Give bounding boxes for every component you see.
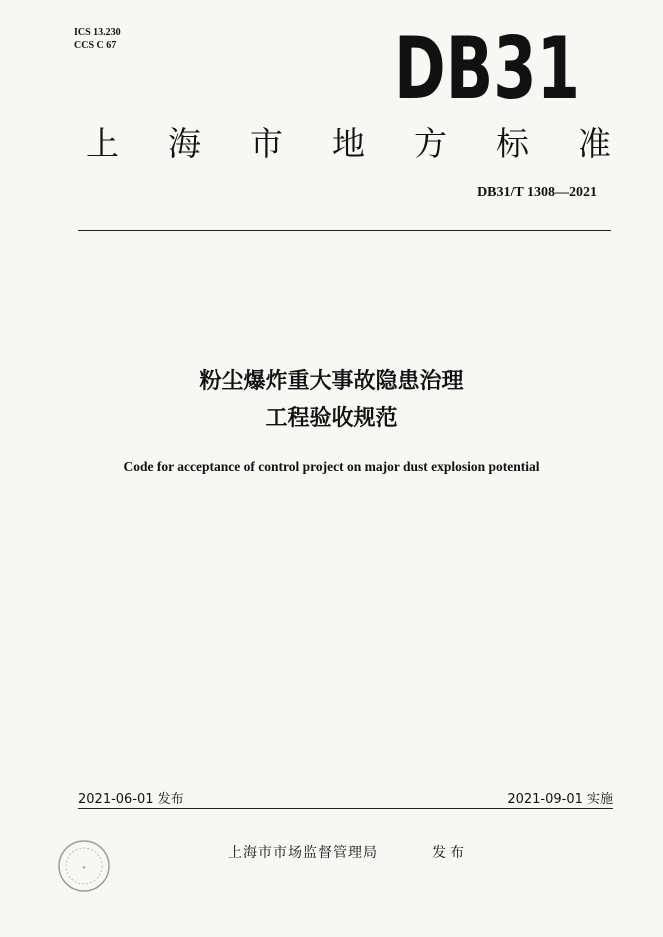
standard-type-title <box>86 118 611 165</box>
issue-label: 发布 <box>432 845 468 861</box>
document-title-cn-line1: 粉尘爆炸重大事故隐患治理 <box>199 369 464 394</box>
db31-logo-text: DB31 <box>394 19 580 119</box>
standard-number: DB31/T 1308—2021 <box>477 185 597 200</box>
standard-title-char: 市 <box>250 124 283 163</box>
standard-title-char: 地 <box>332 124 365 163</box>
ccs-code: CCS C 67 <box>74 40 117 51</box>
seal-stamp <box>56 838 112 894</box>
standard-title-char: 标 <box>496 124 529 163</box>
header-divider <box>78 230 611 231</box>
ics-code: ICS 13.230 <box>74 27 121 38</box>
standard-title-char: 上 <box>86 124 119 163</box>
standard-title-char: 海 <box>168 124 201 163</box>
classification-codes <box>74 26 121 52</box>
issuing-authority: 上海市市场监督管理局 <box>228 845 378 861</box>
document-title-en: Code for acceptance of control project on major dust explosion potential <box>123 459 540 474</box>
document-title-cn-line2: 工程验收规范 <box>265 406 398 431</box>
svg-text:★: ★ <box>81 865 87 871</box>
issue-date: 2021-06-01 发布 <box>78 792 184 807</box>
effective-date: 2021-09-01 实施 <box>507 792 613 807</box>
db31-logo <box>392 19 582 119</box>
standard-title-char: 方 <box>414 124 447 163</box>
standard-title-char: 准 <box>578 124 611 163</box>
footer-divider <box>78 808 613 809</box>
